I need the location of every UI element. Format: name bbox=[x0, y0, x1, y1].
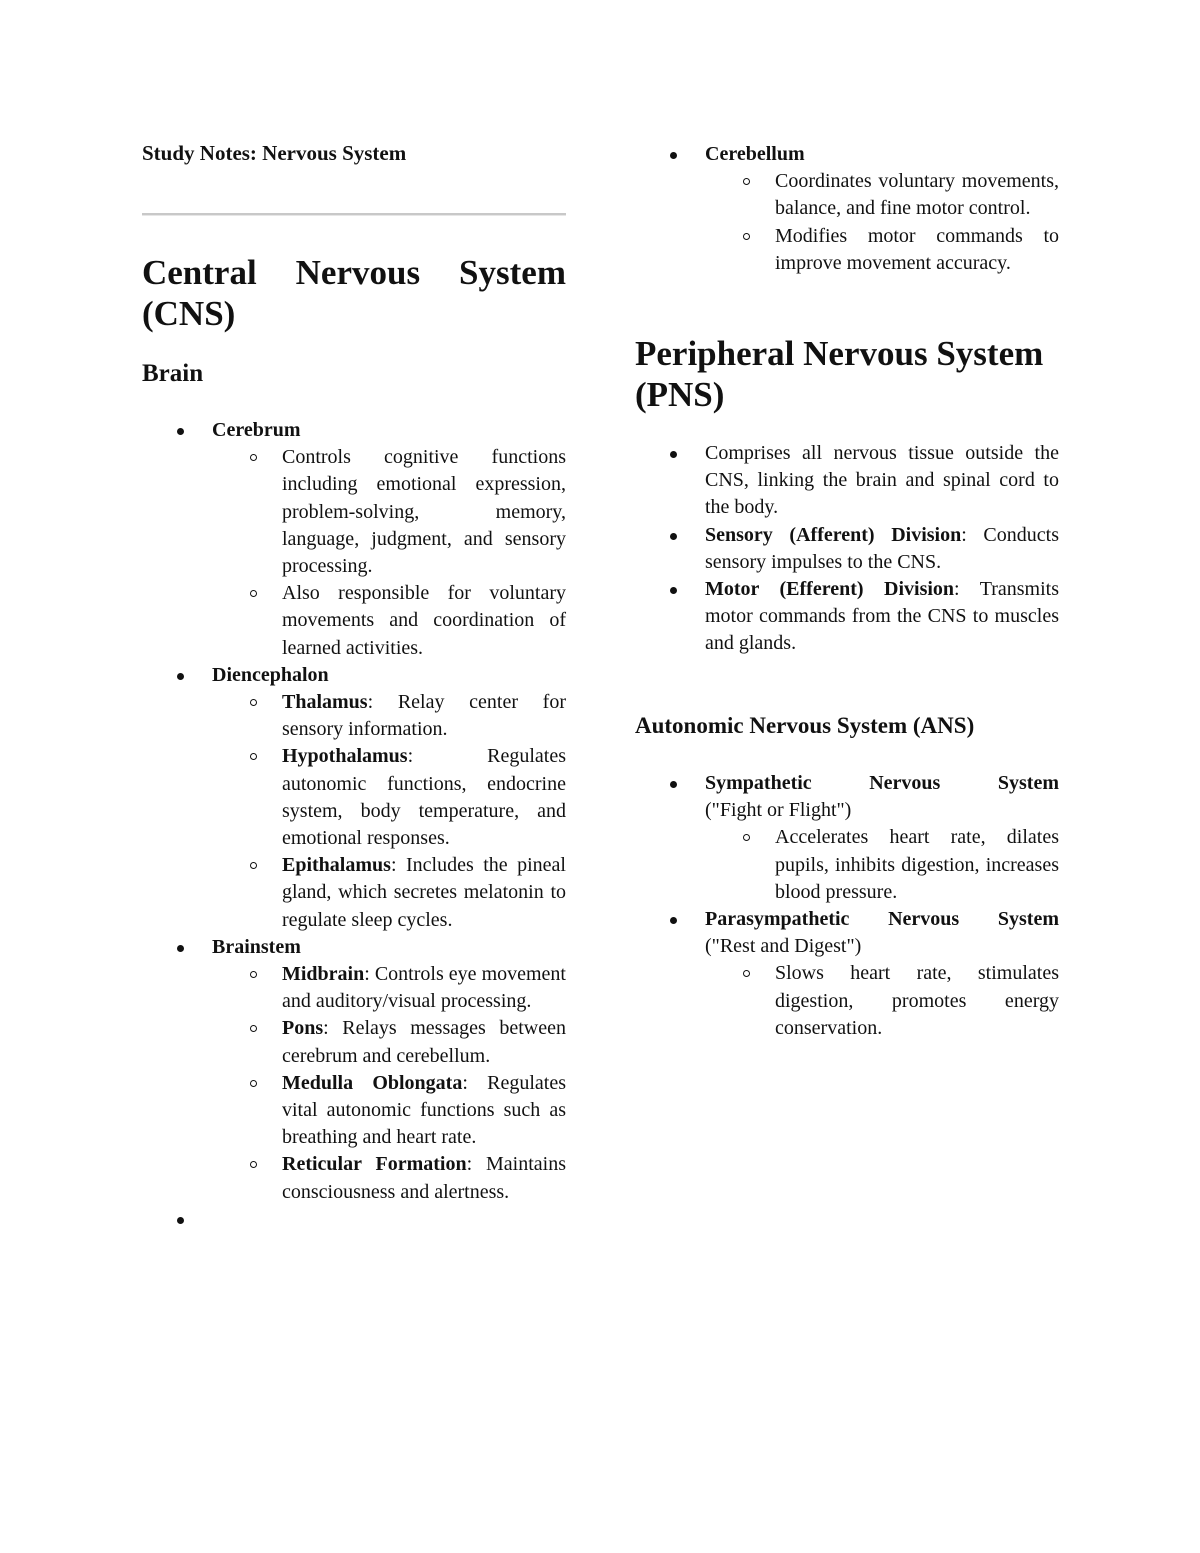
bullet-icon bbox=[670, 152, 677, 159]
circle-bullet-icon bbox=[250, 1025, 257, 1032]
ans-heading: Autonomic Nervous System (ANS) bbox=[635, 713, 975, 738]
diencephalon-sublist bbox=[212, 689, 566, 934]
list-item-sympathetic bbox=[635, 770, 1059, 906]
midbrain-desc: : Controls eye movement and auditory/visual processing. bbox=[282, 963, 566, 1013]
sympathetic-sublist bbox=[705, 824, 1059, 906]
cerebellum-point-2: Modifies motor commands to improve movement accuracy. bbox=[775, 224, 1059, 274]
sub-item bbox=[705, 223, 1059, 277]
brainstem-sublist bbox=[212, 961, 566, 1206]
list-item-empty bbox=[142, 1206, 566, 1233]
brain-list bbox=[142, 417, 566, 1233]
hypothalamus-term: Hypothalamus bbox=[282, 745, 408, 768]
circle-bullet-icon bbox=[743, 970, 750, 977]
parasympathetic-point: Slows heart rate, stimulates digestion, promotes energy conservation. bbox=[775, 962, 1059, 1039]
diencephalon-label: Diencephalon bbox=[212, 663, 329, 686]
sub-item bbox=[212, 1070, 566, 1152]
medulla-term: Medulla Oblongata bbox=[282, 1071, 463, 1094]
bullet-icon bbox=[670, 587, 677, 594]
thalamus-term: Thalamus bbox=[282, 691, 368, 714]
sub-item bbox=[705, 960, 1059, 1042]
cerebellum-list bbox=[635, 141, 1059, 277]
cerebrum-point-2: Also responsible for voluntary movements and coordination of learned activities. bbox=[282, 582, 566, 659]
cerebrum-point-1: Controls cognitive functions including emotional expression, problem-solving, memory, language, judgment, and sensory processing. bbox=[282, 446, 566, 578]
sub-item bbox=[212, 743, 566, 852]
list-item-cerebrum bbox=[142, 417, 566, 662]
sympathetic-term: Sympathetic Nervous System bbox=[705, 772, 1059, 794]
bullet-icon bbox=[670, 533, 677, 540]
bullet-icon bbox=[670, 451, 677, 458]
motor-term: Motor (Efferent) Division bbox=[705, 578, 955, 601]
epithalamus-desc: : Includes the pineal gland, which secretes melatonin to regulate sleep cycles. bbox=[282, 854, 566, 931]
motor-desc: : Transmits motor commands from the CNS to muscles and glands. bbox=[705, 578, 1059, 655]
bullet-icon bbox=[177, 945, 184, 952]
sub-item bbox=[212, 852, 566, 934]
pns-intro: Comprises all nervous tissue outside the CNS, linking the brain and spinal cord to the body. bbox=[705, 442, 1059, 519]
list-item-motor bbox=[635, 576, 1059, 658]
pns-list bbox=[635, 440, 1059, 658]
pns-heading: Peripheral Nervous System (PNS) bbox=[635, 334, 1044, 414]
sub-item bbox=[212, 1015, 566, 1069]
list-item-brainstem bbox=[142, 934, 566, 1206]
circle-bullet-icon bbox=[743, 178, 750, 185]
circle-bullet-icon bbox=[250, 862, 257, 869]
bullet-icon bbox=[670, 917, 677, 924]
sub-item bbox=[212, 444, 566, 580]
sensory-desc: : Conducts sensory impulses to the CNS. bbox=[705, 523, 1059, 573]
brain-heading: Brain bbox=[142, 360, 204, 387]
circle-bullet-icon bbox=[250, 590, 257, 597]
sub-item bbox=[705, 168, 1059, 222]
list-item-sensory bbox=[635, 522, 1059, 576]
bullet-icon bbox=[670, 781, 677, 788]
list-item-pns-intro bbox=[635, 440, 1059, 522]
cerebrum-label: Cerebrum bbox=[212, 419, 301, 441]
sympathetic-point: Accelerates heart rate, dilates pupils, inhibits digestion, increases blood pressure. bbox=[775, 826, 1059, 903]
cerebellum-sublist bbox=[705, 168, 1059, 277]
circle-bullet-icon bbox=[250, 753, 257, 760]
circle-bullet-icon bbox=[743, 834, 750, 841]
midbrain-term: Midbrain bbox=[282, 963, 365, 986]
cerebrum-sublist bbox=[212, 444, 566, 662]
pons-desc: : Relays messages between cerebrum and cerebellum. bbox=[282, 1017, 566, 1067]
circle-bullet-icon bbox=[250, 699, 257, 706]
bullet-icon bbox=[177, 428, 184, 435]
thalamus-desc: : Relay center for sensory information. bbox=[282, 691, 566, 741]
medulla-desc: : Regulates vital autonomic functions such as breathing and heart rate. bbox=[282, 1071, 566, 1149]
circle-bullet-icon bbox=[250, 971, 257, 978]
reticular-desc: : Maintains consciousness and alertness. bbox=[282, 1153, 566, 1203]
circle-bullet-icon bbox=[743, 233, 750, 240]
circle-bullet-icon bbox=[250, 454, 257, 461]
sensory-term: Sensory (Afferent) Division bbox=[705, 523, 962, 546]
parasympathetic-subtitle: ("Rest and Digest") bbox=[705, 935, 862, 958]
horizontal-rule bbox=[142, 213, 566, 216]
circle-bullet-icon bbox=[250, 1161, 257, 1168]
parasympathetic-term: Parasympathetic Nervous System bbox=[705, 908, 1059, 931]
list-item-parasympathetic bbox=[635, 906, 1059, 1042]
brainstem-label: Brainstem bbox=[212, 935, 301, 958]
list-item-cerebellum bbox=[635, 141, 1059, 277]
sub-item bbox=[212, 961, 566, 1015]
hypothalamus-desc: : Regulates autonomic functions, endocrine system, body temperature, and emotional responses. bbox=[282, 745, 566, 850]
sub-item bbox=[212, 1151, 566, 1205]
reticular-term: Reticular Formation bbox=[282, 1153, 467, 1176]
cns-heading: Central Nervous System (CNS) bbox=[142, 253, 566, 333]
sympathetic-subtitle: ("Fight or Flight") bbox=[705, 799, 852, 822]
list-item-diencephalon bbox=[142, 662, 566, 934]
circle-bullet-icon bbox=[250, 1080, 257, 1087]
parasympathetic-sublist bbox=[705, 960, 1059, 1042]
epithalamus-term: Epithalamus bbox=[282, 854, 391, 877]
sub-item bbox=[212, 689, 566, 743]
cerebellum-point-1: Coordinates voluntary movements, balance, and fine motor control. bbox=[775, 170, 1059, 220]
ans-list bbox=[635, 770, 1059, 1042]
bullet-icon bbox=[177, 673, 184, 680]
cerebellum-label: Cerebellum bbox=[705, 143, 805, 165]
bullet-icon bbox=[177, 1217, 184, 1224]
sub-item bbox=[705, 824, 1059, 906]
pons-term: Pons bbox=[282, 1017, 324, 1040]
sub-item bbox=[212, 580, 566, 662]
document-title: Study Notes: Nervous System bbox=[142, 141, 407, 165]
